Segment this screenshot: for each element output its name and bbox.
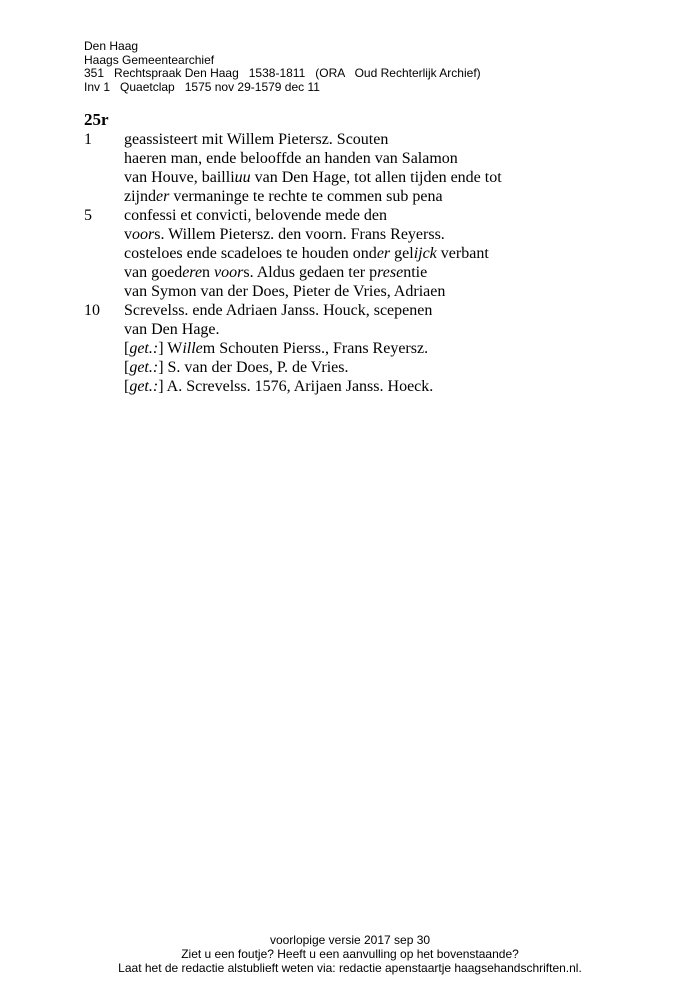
text-segment: van Symon van der Does, Pieter de Vries, Adriaen — [124, 283, 446, 300]
header-archive: Haags Gemeentearchief — [84, 52, 215, 67]
expanded-abbreviation: er — [156, 188, 170, 205]
transcription-line — [84, 282, 502, 301]
line-number — [84, 149, 124, 168]
transcription-line — [84, 168, 502, 187]
text-segment: costeloes ende scadeloes te houden ond — [124, 245, 377, 262]
line-text — [124, 168, 502, 187]
text-segment: ntie — [403, 264, 428, 281]
transcription-line — [84, 320, 502, 339]
text-segment: van goed — [124, 264, 183, 281]
text-segment: [ — [124, 359, 130, 376]
line-number — [84, 339, 124, 358]
transcription-line — [84, 225, 502, 244]
line-text — [124, 320, 220, 339]
archive-header — [84, 40, 481, 95]
line-text — [124, 206, 387, 225]
expanded-abbreviation: get.: — [129, 359, 159, 376]
line-number — [84, 168, 124, 187]
text-segment: ] S. van der Does, P. de Vries. — [158, 359, 349, 376]
text-segment: gel — [390, 245, 414, 262]
transcription — [84, 130, 502, 396]
text-segment: van Houve, bailli — [124, 169, 235, 186]
text-segment: m Schouten Pierss., Frans Reyersz. — [202, 340, 429, 357]
text-segment: n — [202, 264, 215, 281]
line-number: 1 — [84, 131, 92, 148]
text-segment: [ — [124, 378, 130, 395]
transcription-line — [84, 187, 502, 206]
text-segment: confessi et convicti, belovende mede den — [124, 207, 388, 224]
text-segment: vermaninge te rechte te commen sub pena — [169, 188, 443, 205]
text-segment: s. Aldus gedaen ter p — [243, 264, 378, 281]
expanded-abbreviation: uu — [234, 169, 251, 186]
line-text — [124, 130, 388, 149]
expanded-abbreviation: ere — [182, 264, 203, 281]
line-number — [84, 263, 124, 282]
line-text — [124, 339, 428, 358]
line-text — [124, 149, 458, 168]
line-text — [124, 187, 443, 206]
line-number: 5 — [84, 207, 92, 224]
text-segment: v — [124, 226, 132, 243]
line-text — [124, 282, 445, 301]
line-number — [84, 282, 124, 301]
expanded-abbreviation: get.: — [129, 378, 159, 395]
footer-version: voorlopige versie 2017 sep 30 — [269, 933, 431, 947]
footer-question: Ziet u een foutje? Heeft u een aanvulling op het bovenstaande? — [181, 947, 519, 961]
line-number — [84, 244, 124, 263]
text-segment: ] A. Screvelss. 1576, Arijaen Janss. Hoeck. — [158, 378, 434, 395]
transcription-line — [84, 263, 502, 282]
line-text — [124, 377, 433, 396]
transcription-line — [84, 301, 502, 320]
header-collection: 351 Rechtspraak Den Haag 1538-1811 (ORA Oud Rechterlijk Archief) — [84, 66, 481, 81]
expanded-abbreviation: ille — [182, 340, 203, 357]
text-segment: zijnd — [124, 188, 156, 205]
footer — [0, 933, 700, 975]
text-segment: verbant — [436, 245, 489, 262]
footer-contact: Laat het de redactie alstublieft weten via: redactie apenstaartje haagsehandschriften.nl. — [118, 961, 582, 975]
text-segment: haeren man, ende belooffde an handen van Salamon — [124, 150, 458, 167]
line-text — [124, 244, 489, 263]
text-segment: s. Willem Pietersz. den voorn. Frans Reyerss. — [154, 226, 445, 243]
line-number — [84, 187, 124, 206]
transcription-line — [84, 206, 502, 225]
text-segment: van Den Hage, tot allen tijden ende tot — [250, 169, 502, 186]
line-number — [84, 358, 124, 377]
expanded-abbreviation: ijck — [413, 245, 437, 262]
transcription-line — [84, 149, 502, 168]
transcription-line — [84, 244, 502, 263]
header-inventory: Inv 1 Quaetclap 1575 nov 29-1579 dec 11 — [84, 80, 320, 95]
line-text — [124, 263, 427, 282]
expanded-abbreviation: rese — [377, 264, 404, 281]
transcription-line — [84, 130, 502, 149]
expanded-abbreviation: get.: — [129, 340, 159, 357]
line-number: 10 — [84, 302, 100, 319]
line-text — [124, 358, 348, 377]
expanded-abbreviation: er — [376, 245, 391, 262]
text-segment: geassisteert mit Willem Pietersz. Scouten — [124, 131, 389, 148]
folio-number: 25r — [84, 110, 109, 129]
line-number — [84, 320, 124, 339]
transcription-line — [84, 358, 502, 377]
line-number — [84, 377, 124, 396]
line-text — [124, 225, 445, 244]
text-segment: Screvelss. ende Adriaen Janss. Houck, scepenen — [124, 302, 433, 319]
text-segment: ] W — [158, 340, 183, 357]
text-segment: van Den Hage. — [124, 321, 220, 338]
text-segment: [ — [124, 340, 130, 357]
line-text — [124, 301, 432, 320]
expanded-abbreviation: oor — [132, 226, 155, 243]
transcription-line — [84, 339, 502, 358]
transcription-line — [84, 377, 502, 396]
line-number — [84, 225, 124, 244]
expanded-abbreviation: voor — [214, 264, 244, 281]
header-city: Den Haag — [84, 39, 139, 53]
